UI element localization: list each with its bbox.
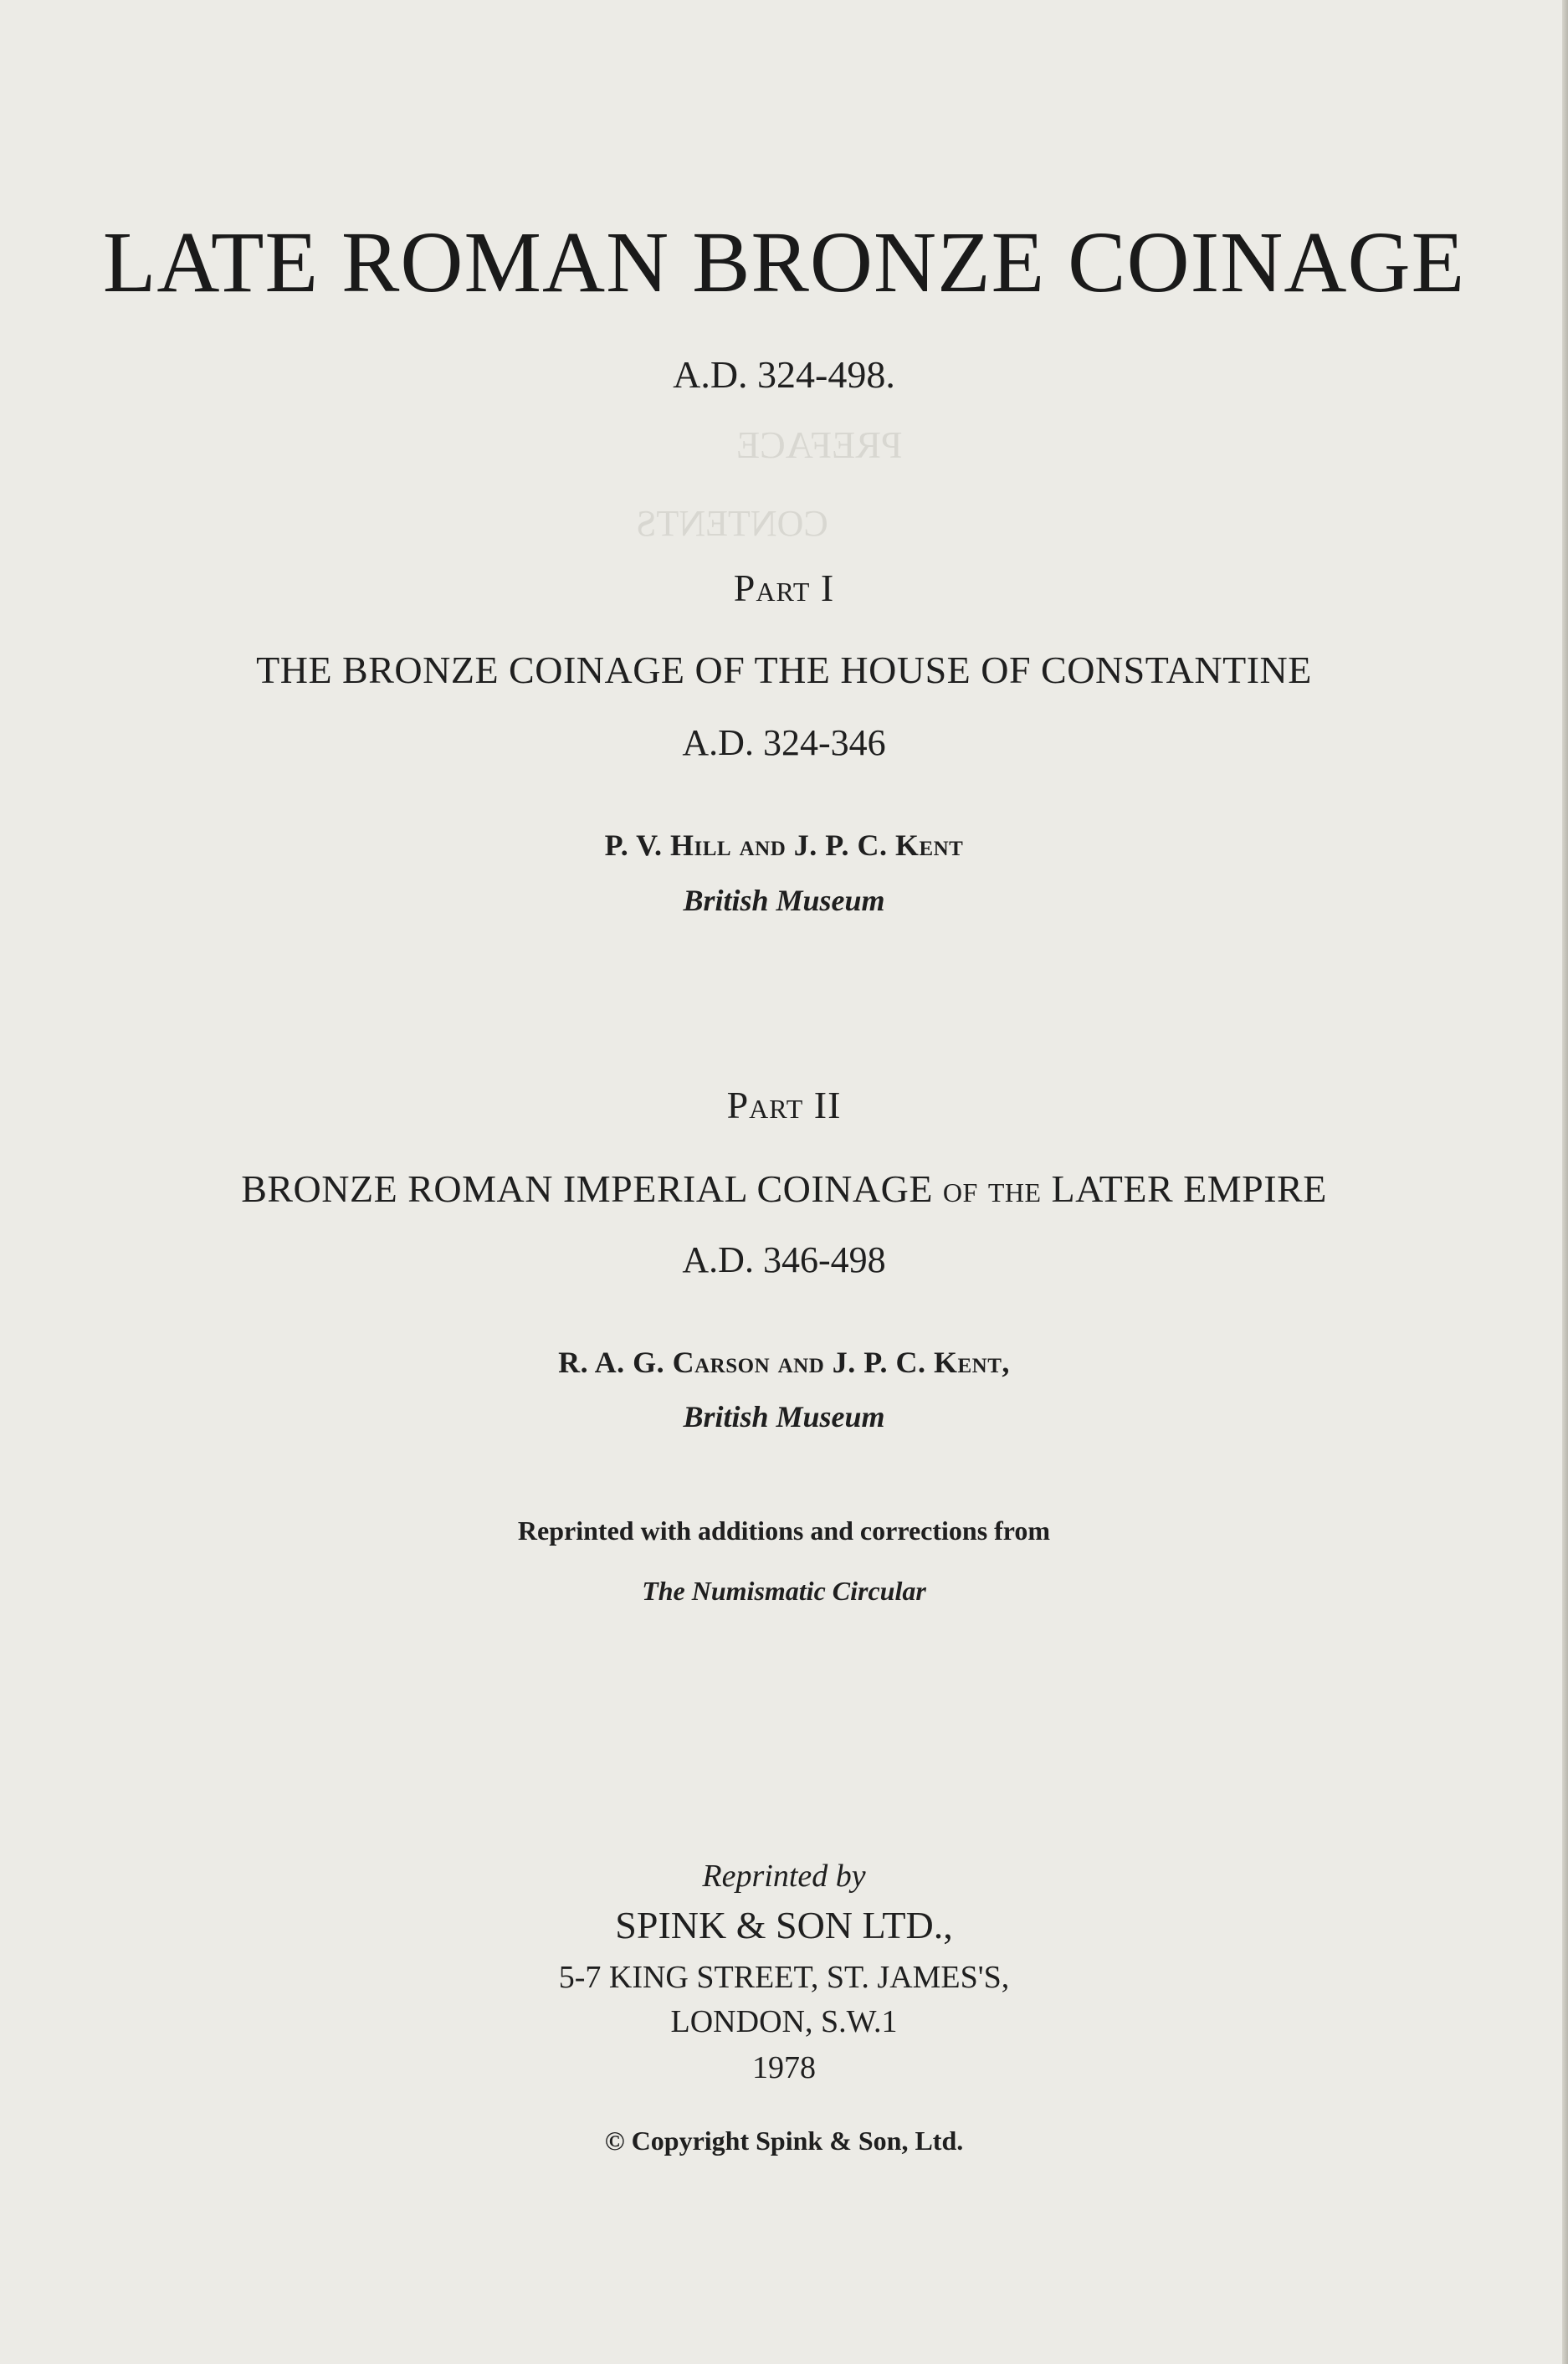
part-1-affiliation: British Museum: [683, 884, 885, 917]
reprint-note: Reprinted with additions and corrections from: [517, 1515, 1051, 1546]
publication-year: 1978: [752, 2050, 816, 2085]
book-date-range: A.D. 324-498.: [673, 353, 895, 396]
show-through-subheading: CONTENTS: [636, 503, 828, 544]
part-1-dates: A.D. 324-346: [682, 722, 886, 763]
page-edge: [1562, 0, 1568, 2364]
part-2-authors: R. A. G. Carson and J. P. C. Kent,: [558, 1346, 1010, 1379]
publisher-street: 5-7 KING STREET, ST. JAMES'S,: [558, 1960, 1010, 1995]
part-2-label: Part II: [726, 1084, 842, 1126]
part-2-affiliation: British Museum: [683, 1400, 885, 1433]
publisher-name: SPINK & SON LTD.,: [615, 1904, 953, 1946]
part-2-title: [0, 1167, 1568, 1210]
book-title: LATE ROMAN BRONZE COINAGE: [102, 214, 1466, 310]
copyright-notice: © Copyright Spink & Son, Ltd.: [604, 2126, 964, 2156]
part-2-title-main: BRONZE ROMAN IMPERIAL COINAGE: [241, 1167, 933, 1210]
source-publication: The Numismatic Circular: [642, 1576, 926, 1606]
publisher-city: LONDON, S.W.1: [670, 2004, 898, 2039]
part-1-label: Part I: [733, 567, 835, 609]
part-1-title: THE BRONZE COINAGE OF THE HOUSE OF CONSTANTINE: [256, 649, 1312, 691]
part-2-title-connector: of the: [942, 1167, 1042, 1210]
show-through-heading: PREFACE: [736, 423, 903, 466]
part-1-authors: P. V. Hill and J. P. C. Kent: [604, 828, 964, 862]
part-2-dates: A.D. 346-498: [682, 1239, 886, 1280]
reprinted-by: Reprinted by: [702, 1859, 866, 1894]
part-2-title-end: LATER EMPIRE: [1051, 1167, 1327, 1210]
